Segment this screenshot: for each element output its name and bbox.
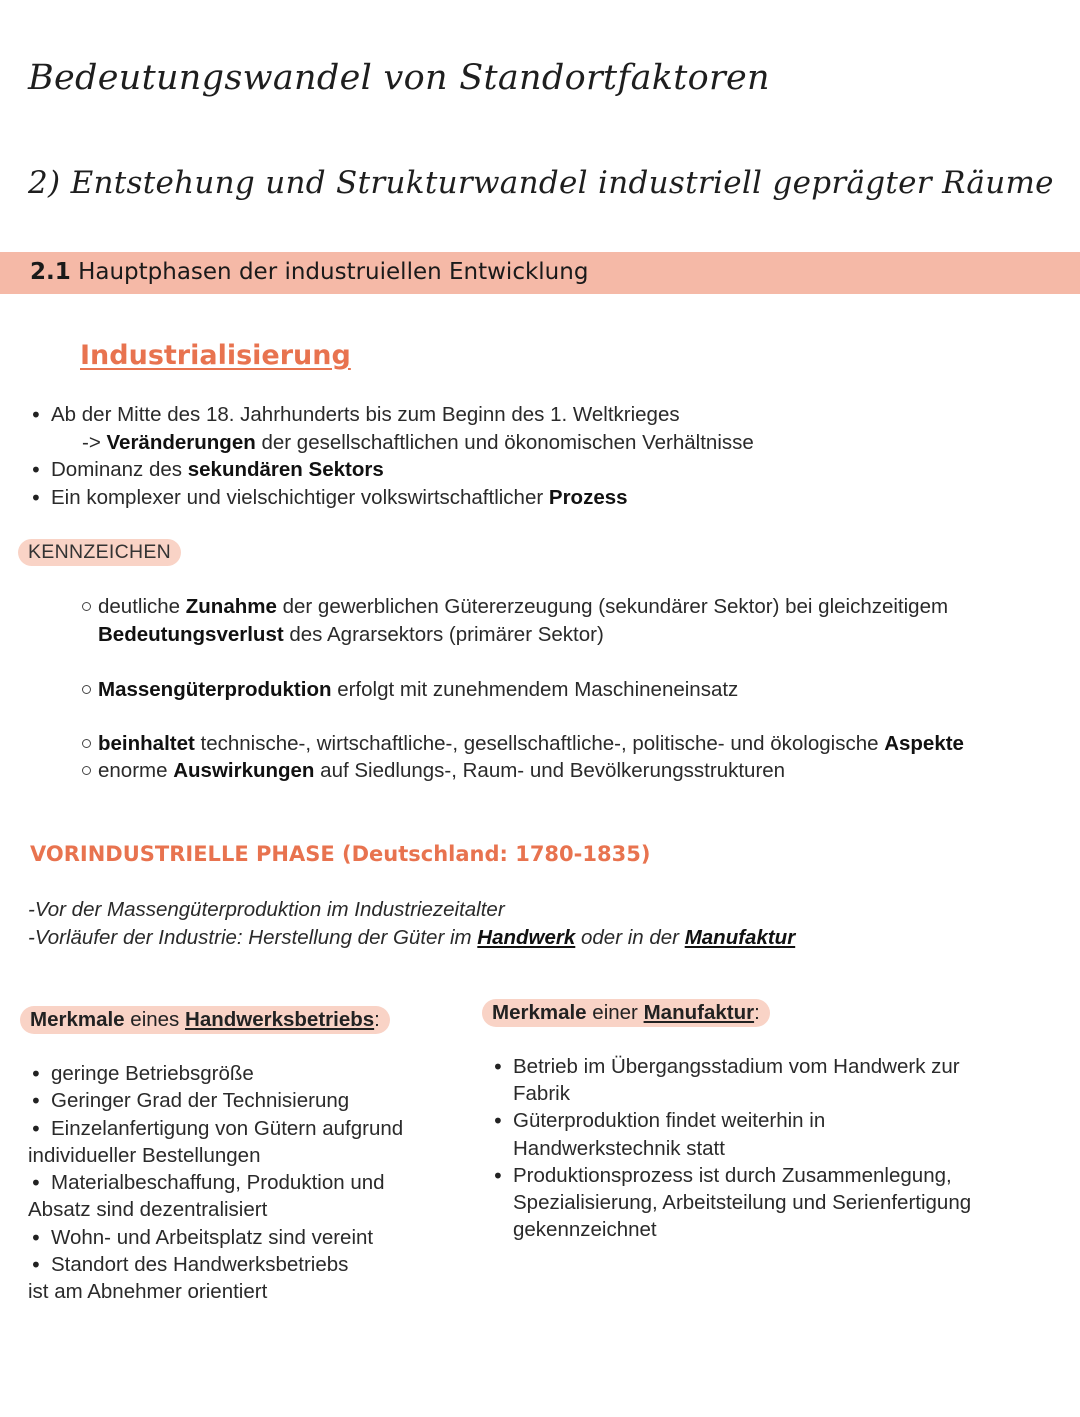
handwerk-item: Einzelanfertigung von Gütern aufgrund xyxy=(51,1117,404,1140)
text-span: erfolgt mit zunehmendem Maschineneinsatz xyxy=(337,678,739,701)
handwerk-label xyxy=(20,1006,390,1034)
text-span: oder in der xyxy=(580,926,679,949)
manufaktur-item-cont: Fabrik xyxy=(513,1082,570,1105)
handwerk-item: Standort des Handwerksbetriebs xyxy=(51,1253,349,1276)
handwerk-item-cont: ist am Abnehmer orientiert xyxy=(28,1280,268,1303)
bullet-icon: • xyxy=(492,1055,504,1079)
bullet-icon: • xyxy=(30,458,42,482)
bullet-icon: • xyxy=(492,1164,504,1188)
bullet-icon: • xyxy=(492,1109,504,1133)
chapter-title: 2) Entstehung und Strukturwandel industriell geprägter Räume xyxy=(28,165,1054,201)
ind-bullet-1: Ab der Mitte des 18. Jahrhunderts bis zum Beginn des 1. Weltkrieges xyxy=(51,403,680,426)
bold-term: Bedeutungsverlust xyxy=(98,623,284,646)
text-span: technische-, wirtschaftliche-, gesellschaftliche-, politische- und ökologische xyxy=(200,732,879,755)
handwerk-item: Geringer Grad der Technisierung xyxy=(51,1089,350,1112)
section-heading xyxy=(30,259,588,285)
bullet-icon: • xyxy=(30,1171,42,1195)
text-span: Handwerksbetriebs xyxy=(185,1008,375,1031)
manufaktur-item: Betrieb im Übergangsstadium vom Handwerk zur xyxy=(513,1055,960,1078)
industrialisierung-heading: Industrialisierung xyxy=(80,340,351,371)
kennzeichen-label: KENNZEICHEN xyxy=(18,539,181,566)
vor-line-2 xyxy=(28,926,795,950)
arrow-text: -> xyxy=(82,431,101,454)
bold-term: Aspekte xyxy=(884,732,964,755)
manufaktur-item: Produktionsprozess ist durch Zusammenlegung, xyxy=(513,1164,952,1187)
phase-title: VORINDUSTRIELLE PHASE xyxy=(30,842,335,866)
manufaktur-item-cont: gekennzeichnet xyxy=(513,1218,657,1241)
ind-bullet-3 xyxy=(51,486,628,510)
kennzeichen-1-cont xyxy=(98,623,604,647)
manufaktur-term: Manufaktur xyxy=(684,926,796,949)
text-span: Merkmale xyxy=(492,1001,587,1024)
text-span: auf Siedlungs-, Raum- und Bevölkerungsstrukturen xyxy=(320,759,786,782)
text-span: : xyxy=(754,1001,760,1024)
bullet-icon: • xyxy=(30,1253,42,1277)
handwerk-item-cont: Absatz sind dezentralisiert xyxy=(28,1198,268,1221)
handwerk-term: Handwerk xyxy=(477,926,576,949)
text-span: einer xyxy=(592,1001,638,1024)
vorindustrielle-phase-heading xyxy=(30,842,650,866)
phase-period: (Deutschland: 1780-1835) xyxy=(341,842,651,866)
manufaktur-item: Güterproduktion findet weiterhin in xyxy=(513,1109,826,1132)
manufaktur-item-cont: Handwerkstechnik statt xyxy=(513,1137,725,1160)
ind-bullet-1-detail xyxy=(82,431,754,455)
bullet-icon: • xyxy=(30,1089,42,1113)
ind-bullet-2 xyxy=(51,458,384,482)
text-span: der gewerblichen Gütererzeugung (sekundärer Sektor) bei gleichzeitigem xyxy=(282,595,949,618)
circle-bullet-icon xyxy=(82,685,91,694)
manufaktur-item-cont: Spezialisierung, Arbeitsteilung und Serienfertigung xyxy=(513,1191,972,1214)
text-span: -Vorläufer der Industrie: Herstellung der Güter im xyxy=(28,926,472,949)
handwerk-item: Materialbeschaffung, Produktion und xyxy=(51,1171,385,1194)
kennzeichen-4 xyxy=(98,759,785,783)
bullet-icon: • xyxy=(30,403,42,427)
bullet-icon: • xyxy=(30,1226,42,1250)
kennzeichen-2 xyxy=(98,678,738,702)
bold-term: beinhaltet xyxy=(98,732,195,755)
bold-term: Zunahme xyxy=(185,595,277,618)
section-header-bar xyxy=(0,252,1080,294)
text-span: eines xyxy=(130,1008,180,1031)
text-span: Dominanz des xyxy=(51,458,183,481)
text-span: enorme xyxy=(98,759,168,782)
text-span: : xyxy=(374,1008,380,1031)
text-span: des Agrarsektors (primärer Sektor) xyxy=(289,623,604,646)
kennzeichen-3 xyxy=(98,732,964,756)
bullet-icon: • xyxy=(30,1062,42,1086)
manufaktur-label xyxy=(482,999,770,1027)
handwerk-item-cont: individueller Bestellungen xyxy=(28,1144,261,1167)
bullet-icon: • xyxy=(30,486,42,510)
circle-bullet-icon xyxy=(82,766,91,775)
text-span: Merkmale xyxy=(30,1008,125,1031)
text-span: Ein komplexer und vielschichtiger volkswirtschaftlicher xyxy=(51,486,544,509)
bullet-icon: • xyxy=(30,1117,42,1141)
text-span: deutliche xyxy=(98,595,181,618)
bold-term: Prozess xyxy=(548,486,628,509)
text-span: Manufaktur xyxy=(643,1001,755,1024)
bold-term: Massengüterproduktion xyxy=(98,678,332,701)
text-span: der gesellschaftlichen und ökonomischen Verhältnisse xyxy=(261,431,754,454)
vor-line-1: -Vor der Massengüterproduktion im Industriezeitalter xyxy=(28,898,505,921)
page-title: Bedeutungswandel von Standortfaktoren xyxy=(28,58,770,98)
bold-term: Auswirkungen xyxy=(173,759,315,782)
handwerk-item: geringe Betriebsgröße xyxy=(51,1062,254,1085)
section-title: Hauptphasen der industruiellen Entwicklung xyxy=(78,259,589,285)
handwerk-item: Wohn- und Arbeitsplatz sind vereint xyxy=(51,1226,374,1249)
bold-term: Veränderungen xyxy=(106,431,256,454)
bold-term: sekundären Sektors xyxy=(187,458,384,481)
circle-bullet-icon xyxy=(82,602,91,611)
kennzeichen-1 xyxy=(98,595,948,619)
circle-bullet-icon xyxy=(82,739,91,748)
section-number: 2.1 xyxy=(30,259,71,285)
